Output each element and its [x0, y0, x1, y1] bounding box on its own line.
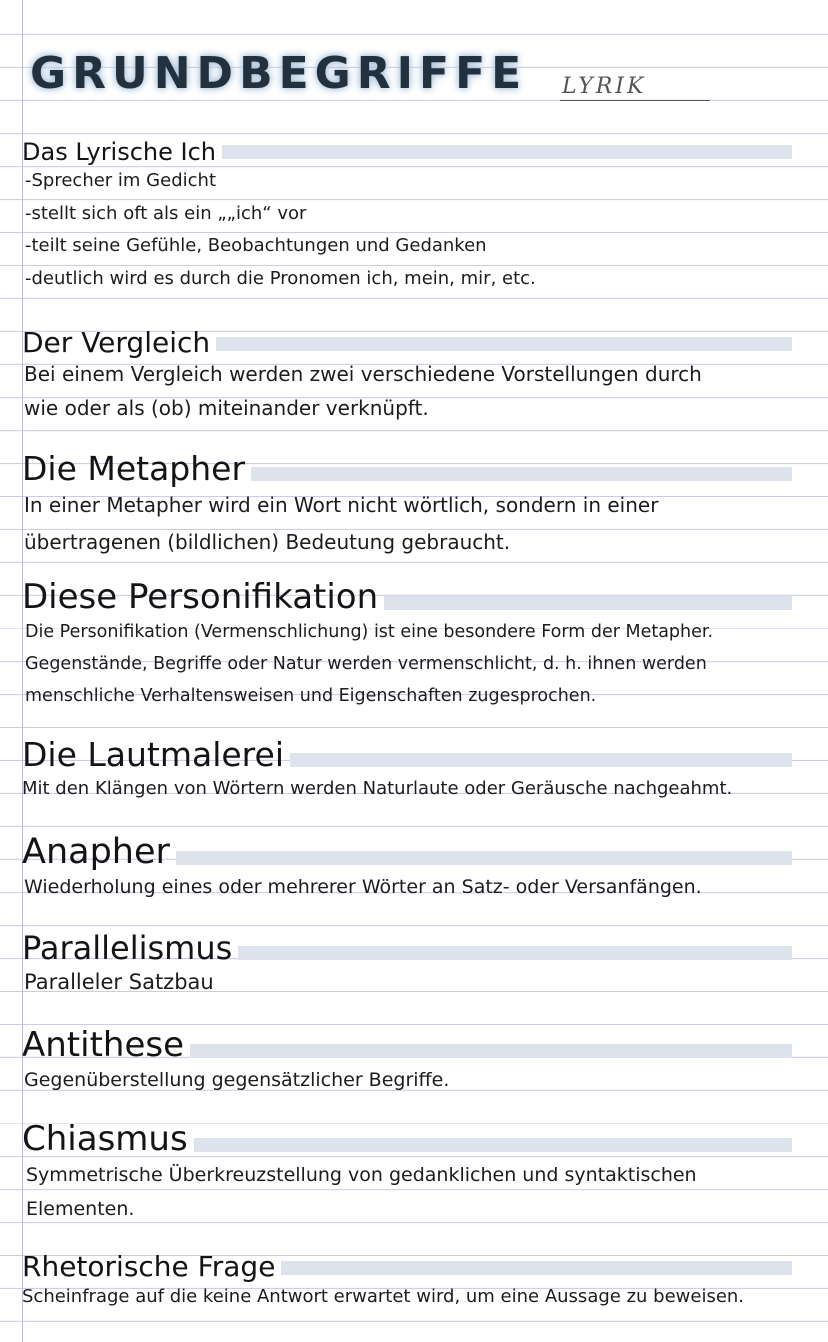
section-heading-row: [22, 735, 812, 774]
section-antithese: [22, 1025, 812, 1096]
section-lyrisches-ich: [22, 140, 812, 295]
section-heading-row: [22, 834, 812, 871]
highlight-bar: [194, 1138, 792, 1152]
section-text-line: übertragenen (bildlichen) Bedeutung gebraucht.: [24, 529, 511, 554]
page-subtitle: LYRIK: [562, 74, 647, 99]
section-heading: Das Lyrische Ich: [22, 138, 217, 166]
section-lautmalerei: [22, 735, 812, 805]
section-heading: Rhetorische Frage: [22, 1250, 276, 1283]
highlight-bar: [238, 946, 792, 960]
section-heading-row: [22, 140, 812, 165]
section-heading: Chiasmus: [22, 1119, 188, 1159]
section-parallelismus: [22, 929, 812, 998]
section-text-line: In einer Metapher wird ein Wort nicht wörtlich, sondern in einer: [24, 492, 659, 517]
highlight-bar: [216, 337, 792, 351]
section-vergleich: [22, 328, 812, 425]
section-text-line: Die Personifikation (Vermenschlichung) ist eine besondere Form der Metapher.: [25, 621, 714, 642]
section-heading-row: [22, 929, 812, 967]
section-text-line: Bei einem Vergleich werden zwei verschiedene Vorstellungen durch: [24, 362, 702, 387]
section-chiasmus: [22, 1119, 812, 1226]
section-heading-row: [22, 1119, 812, 1159]
section-heading: Parallelismus: [22, 929, 233, 967]
section-text-line: Wiederholung eines oder mehrerer Wörter an Satz- oder Versanfängen.: [24, 875, 702, 898]
section-text-line: Gegenüberstellung gegensätzlicher Begriffe.: [24, 1068, 450, 1091]
section-heading-row: [22, 449, 812, 488]
section-text-line: Elementen.: [26, 1197, 135, 1220]
page-header: [30, 48, 800, 108]
section-text-line: Mit den Klängen von Wörtern werden Naturlaute oder Geräusche nachgeahmt.: [22, 777, 733, 799]
section-text-line: wie oder als (ob) miteinander verknüpft.: [24, 396, 429, 421]
section-heading: Die Lautmalerei: [22, 735, 284, 774]
section-heading: Der Vergleich: [22, 326, 211, 359]
section-anapher: [22, 834, 812, 903]
section-heading-row: [22, 1025, 812, 1065]
highlight-bar: [290, 753, 792, 767]
highlight-bar: [222, 145, 792, 159]
subtitle-underline: [560, 100, 710, 101]
section-text-line: -Sprecher im Gedicht: [25, 170, 216, 192]
section-rhetorische-frage: [22, 1252, 812, 1313]
highlight-bar: [176, 851, 792, 865]
section-heading-row: [22, 577, 812, 617]
section-text-line: menschliche Verhaltensweisen und Eigenschaften zugesprochen.: [25, 685, 597, 706]
section-text-line: Scheinfrage auf die keine Antwort erwartet wird, um eine Aussage zu beweisen.: [22, 1286, 745, 1308]
section-metapher: [22, 449, 812, 561]
section-heading-row: [22, 1252, 812, 1281]
section-text-line: Gegenstände, Begriffe oder Natur werden vermenschlicht, d. h. ihnen werden: [25, 653, 707, 674]
section-text-line: -stellt sich oft als ein „„ich“ vor: [25, 202, 307, 224]
section-heading: Diese Personifikation: [22, 577, 379, 617]
highlight-bar: [384, 596, 792, 610]
section-text-line: Symmetrische Überkreuzstellung von gedanklichen und syntaktischen: [26, 1163, 697, 1186]
highlight-bar: [190, 1044, 792, 1058]
highlight-bar: [281, 1261, 792, 1275]
section-text-line: Paralleler Satzbau: [24, 969, 214, 994]
section-heading: Antithese: [22, 1025, 185, 1065]
section-text-line: -deutlich wird es durch die Pronomen ich, mein, mir, etc.: [25, 267, 536, 289]
section-text-line: -teilt seine Gefühle, Beobachtungen und Gedanken: [25, 235, 487, 257]
section-personifikation: [22, 577, 812, 712]
section-heading: Die Metapher: [22, 449, 246, 488]
section-heading-row: [22, 328, 812, 357]
page-title: GRUNDBEGRIFFE: [30, 48, 528, 99]
highlight-bar: [251, 467, 792, 481]
section-heading: Anapher: [22, 832, 170, 872]
